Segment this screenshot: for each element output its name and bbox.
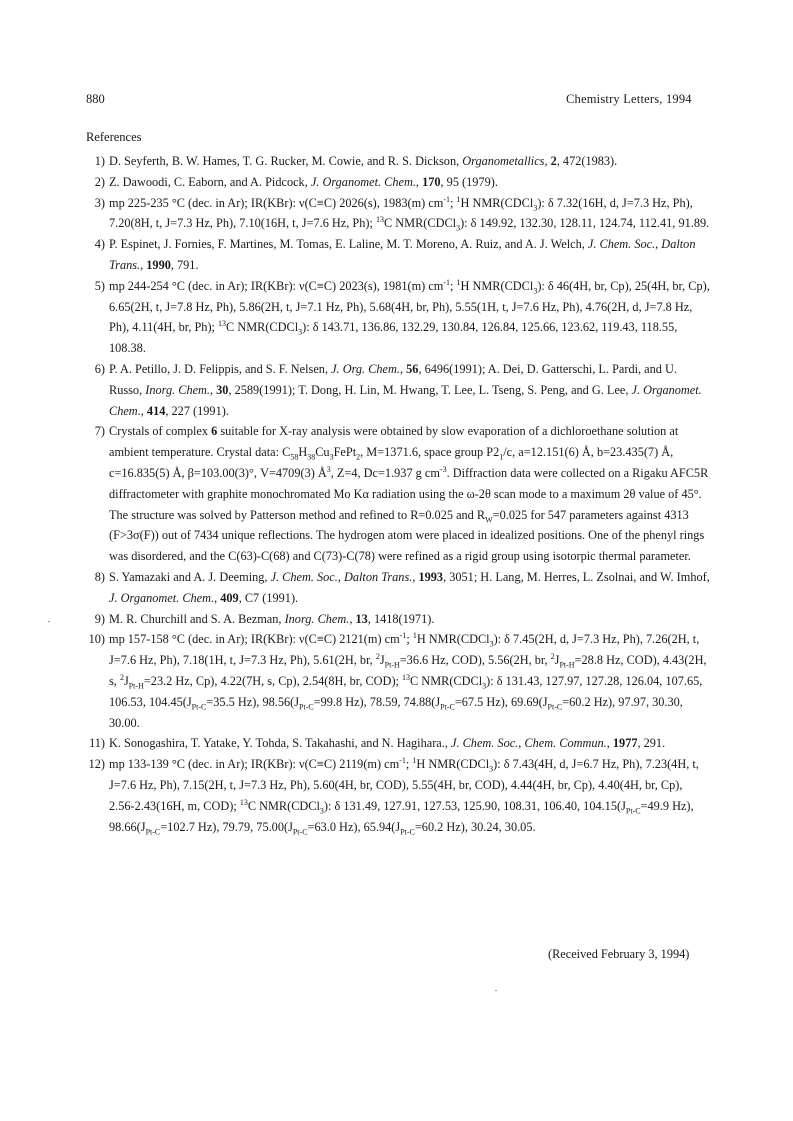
- reference-2: 2) Z. Dawoodi, C. Eaborn, and A. Pidcock, J. Organomet. Chem., 170, 95 (1979).: [94, 174, 498, 189]
- reference-1: 1) D. Seyferth, B. W. Hames, T. G. Rucker, M. Cowie, and R. S. Dickson, Organometallics, 2, 472(1983).: [94, 154, 618, 168]
- reference-9: 9) M. R. Churchill and S. A. Bezman, Inorg. Chem., 13, 1418(1971).: [94, 611, 435, 626]
- reference-10: 10) mp 157-158 °C (dec. in Ar); IR(KBr): ν(C≡C) 2121(m) $cm^{-1}$; $^1$H NMR(CDCl$_3$): δ 7.45(2H, d, J=7.3 Hz, Ph), 7.26(2H, t, J=7.6 Hz, Ph), 7.18(1H, t, J=7.3 Hz, Ph), 5.61(2H, br, $^2J_{Pt-H}=36.6$ Hz, COD), 5.56(2H, br, $^2J_{Pt-H}=28.8$ Hz, COD), 4.43(2H, s, $^2J_{Pt-H}=23.2$ Hz, Cp), 4.22(7H, s, Cp), 2.54(8H, br, COD); $^{13}$C NMR(CDCl$_3$): δ 131.43, 127.97, 127.28, 126.04, 107.65, 106.53, $104.45(J_{Pt-C}=35.5$ Hz), $98.56(J_{Pt-C}=99.8$ Hz), 78.59, $74.88(J_{Pt-C}=67.5$ Hz), $69.69(J_{Pt-C}=60.2$ Hz), 97.97, 30.30, 30.00.: [88, 631, 707, 730]
- received-date: (Received February 3, 1994): [548, 947, 690, 961]
- reference-3: 3) mp 225-235 °C (dec. in Ar); IR(KBr): ν(C≡C) 2026(s), 1983(m) $cm^{-1}$; $^1$H NMR(CDCl$_3$): δ 7.32(16H, d, J=7.3 Hz, Ph), 7.20(8H, t, J=7.3 Hz, Ph), 7.10(16H, t, J=7.6 Hz, Ph); $^{13}$C NMR(CDCl$_3$): δ 149.92, 132.30, 128.11, 124.74, 112.41, 91.89.: [94, 194, 710, 233]
- page-number: 880: [86, 92, 105, 106]
- journal-header: Chemistry Letters, 1994: [566, 92, 692, 106]
- reference-8: 8) S. Yamazaki and A. J. Deeming, J. Chem. Soc., Dalton Trans., 1993, 3051; H. Lang, M. Herres, L. Zsolnai, and W. Imhof, J. Organomet. Chem., 409, C7 (1991).: [94, 569, 710, 605]
- scan-speck: [48, 621, 50, 622]
- reference-11: 11) K. Sonogashira, T. Yatake, Y. Tohda, S. Takahashi, and N. Hagihara., J. Chem. Soc., Chem. Commun., 1977, 291.: [89, 736, 666, 751]
- references-list: [86, 151, 711, 837]
- reference-6: 6) P. A. Petillo, J. D. Felippis, and S. F. Nelsen, J. Org. Chem., 56, 6496(1991); A. Dei, D. Gatterschi, L. Pardi, and U. Russo, Inorg. Chem., 30, 2589(1991); T. Dong, H. Lin, M. Hwang, T. Lee, L. Tseng, S. Peng, and G. Lee, J. Organomet. Chem., 414, 227 (1991).: [94, 361, 702, 418]
- reference-7: 7) Crystals of complex 6 suitable for X-ray analysis were obtained by slow evaporation of a dichloroethane solution at ambient temperature. Crystal data: $C_{58}H_{38}Cu_3FePt_2$, M=1371.6, space group $P2_1/c$, a=12.151(6) Å, b=23.435(7) Å, c=16.835(5) Å, β=103.00(3)°, V=4709(3) $Å^3$, Z=4, Dc=1.937 g $cm^{-3}$. Diffraction data were collected on a Rigaku AFC5R diffractometer with graphite monochromated Mo Kα radiation using the ω-2θ scan mode to a maximum 2θ value of 45°. The structure was solved by Patterson method and refined to R=0.025 and $R_W=0.025$ for 547 parameters against 4313 (F>3σ(F)) out of 7434 unique reflections. The hydrogen atom were placed in idealized positions. One of the phenyl rings was disordered, and the C(63)-C(68) and C(73)-C(78) were refined as a rigid group using isotorpic thermal parameter.: [94, 424, 709, 564]
- reference-4: 4) P. Espinet, J. Fornies, F. Martines, M. Tomas, E. Laline, M. T. Moreno, A. Ruiz, and A. J. Welch, J. Chem. Soc., Dalton Trans., 1990, 791.: [94, 237, 696, 272]
- scan-speck: [495, 990, 497, 991]
- reference-5: 5) mp 244-254 °C (dec. in Ar); IR(KBr): ν(C≡C) 2023(s), 1981(m) $cm^{-1}$; $^1$H NMR(CDCl$_3$): δ 46(4H, br, Cp), 25(4H, br, Cp), 6.65(2H, t, J=7.8 Hz, Ph), 5.86(2H, t, J=7.1 Hz, Ph), 5.68(4H, br, Ph), 5.55(1H, t, J=7.6 Hz, Ph), 4.76(2H, d, J=7.8 Hz, Ph), 4.11(4H, br, Ph); $^{13}$C NMR(CDCl$_3$): δ 143.71, 136.86, 132.29, 130.84, 126.84, 125.66, 123.62, 119.43, 118.55, 108.38.: [94, 277, 710, 356]
- reference-12: 12) mp 133-139 °C (dec. in Ar); IR(KBr): ν(C≡C) 2119(m) $cm^{-1}$; $^1$H NMR(CDCl$_3$): δ 7.43(4H, d, J=6.7 Hz, Ph), 7.23(4H, t, J=7.6 Hz, Ph), 7.15(2H, t, J=7.3 Hz, Ph), 5.60(4H, br, COD), 5.55(4H, br, COD), 4.44(4H, br, Cp), 4.40(4H, br, Cp), 2.56-2.43(16H, m, COD); $^{13}$C NMR(CDCl$_3$): δ 131.49, 127.91, 127.53, 125.90, 108.31, 106.40, $104.15(J_{Pt-C}=49.9$ Hz), $98.66(J_{Pt-C}=102.7$ Hz), 79.79, $75.00(J_{Pt-C}=63.0$ Hz), $65.94(J_{Pt-C}=60.2$ Hz), 30.24, 30.05.: [88, 756, 699, 836]
- section-title: References: [86, 130, 142, 144]
